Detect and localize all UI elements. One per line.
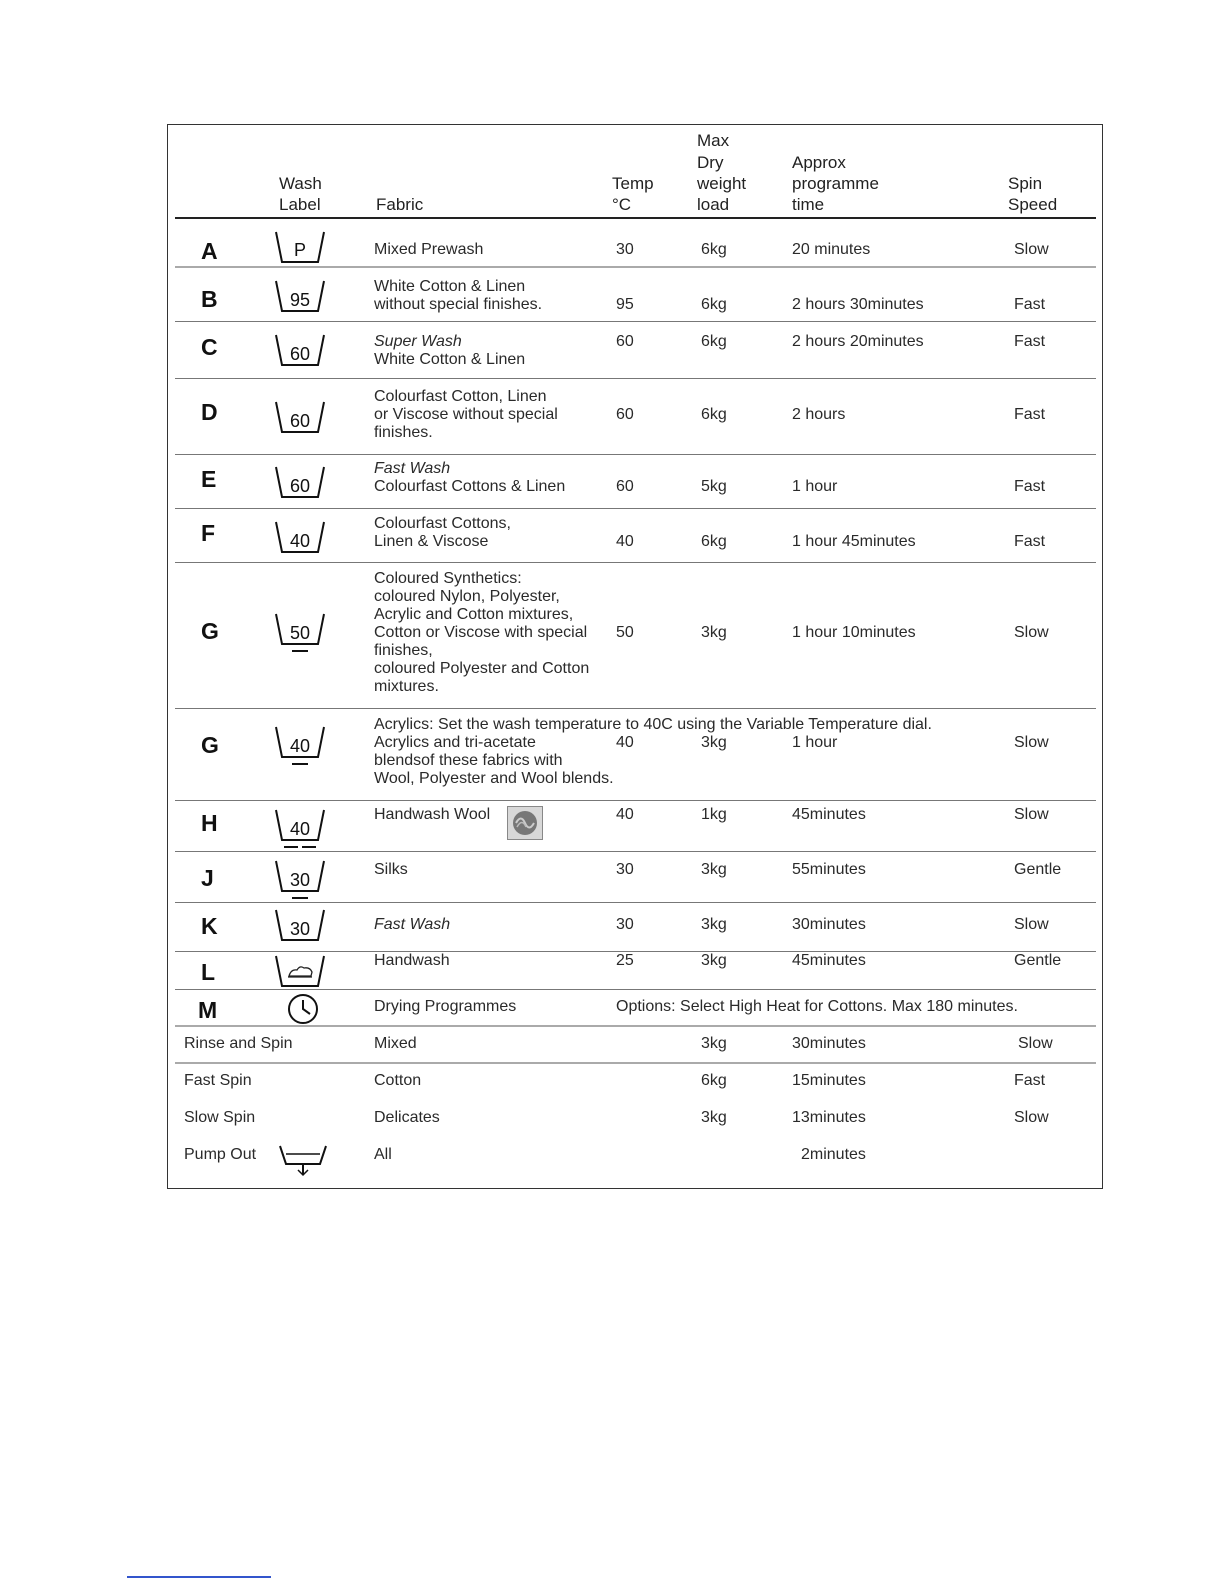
header-time: time (792, 195, 825, 214)
row-j-temp: 30 (616, 861, 634, 878)
row-d-letter: D (201, 399, 218, 425)
header-dry: Dry (697, 153, 724, 172)
row-e-spin: Fast (1014, 478, 1046, 495)
row-l-temp: 25 (616, 952, 634, 969)
row-g2-letter: G (201, 732, 219, 758)
row-l-time: 45minutes (792, 952, 866, 969)
row-g-fabric-6: coloured Polyester and Cotton (374, 660, 590, 677)
row-divider (175, 562, 1096, 563)
row-a-temp: 30 (616, 241, 634, 258)
extra-pump-out-fabric: All (374, 1146, 392, 1163)
wash-tub-60-icon (274, 333, 326, 369)
row-e-load: 5kg (701, 478, 727, 495)
row-h-time: 45minutes (792, 806, 866, 823)
header-approx: Approx (792, 153, 846, 172)
row-h-spin: Slow (1014, 806, 1049, 823)
row-d-load: 6kg (701, 406, 727, 423)
extra-rinse-spin-fabric: Mixed (374, 1035, 417, 1052)
header-programme: programme (792, 174, 879, 193)
row-d-time: 2 hours (792, 406, 846, 423)
row-g2-temp: 40 (616, 734, 634, 751)
wash-tub-50-synthetics-icon (274, 612, 326, 658)
extra-slow-spin-spin: Slow (1014, 1109, 1049, 1126)
svg-text:95: 95 (289, 290, 311, 310)
svg-text:40: 40 (289, 736, 311, 756)
hand-wash-icon (274, 954, 326, 990)
row-divider (175, 321, 1096, 322)
row-j-fabric: Silks (374, 861, 408, 878)
row-h-letter: H (201, 810, 218, 836)
header-max: Max (697, 131, 730, 150)
row-k-fabric: Fast Wash (374, 916, 451, 933)
svg-text:40: 40 (289, 819, 311, 839)
row-j-letter: J (201, 865, 214, 891)
extra-slow-spin-name: Slow Spin (184, 1109, 256, 1126)
wash-tub-prewash-icon (274, 230, 326, 266)
row-a-letter: A (201, 238, 218, 264)
row-c-letter: C (201, 334, 218, 360)
row-divider (175, 708, 1096, 709)
row-d-spin: Fast (1014, 406, 1046, 423)
row-h-load: 1kg (701, 806, 727, 823)
row-k-load: 3kg (701, 916, 727, 933)
row-a-fabric: Mixed Prewash (374, 241, 484, 258)
row-c-fabric-1: Super Wash (374, 333, 462, 350)
header-load: load (697, 195, 730, 214)
extra-rinse-spin-name: Rinse and Spin (184, 1035, 293, 1052)
row-l-fabric: Handwash (374, 952, 450, 969)
row-f-fabric-1: Colourfast Cottons, (374, 515, 511, 532)
row-h-temp: 40 (616, 806, 634, 823)
row-g2-load: 3kg (701, 734, 727, 751)
header-rule (175, 217, 1096, 219)
row-e-fabric-2: Colourfast Cottons & Linen (374, 478, 566, 495)
row-c-time: 2 hours 20minutes (792, 333, 924, 350)
row-g-fabric-7: mixtures. (374, 678, 439, 695)
extra-rinse-spin-spin: Slow (1018, 1035, 1053, 1052)
row-m-fabric: Drying Programmes (374, 998, 517, 1015)
header-fabric: Fabric (376, 195, 424, 214)
wash-tub-60-icon (274, 400, 326, 436)
row-l-spin: Gentle (1014, 952, 1062, 969)
row-k-temp: 30 (616, 916, 634, 933)
row-d-fabric-1: Colourfast Cotton, Linen (374, 388, 547, 405)
extra-pump-out-name: Pump Out (184, 1146, 257, 1163)
extra-slow-spin-time: 13minutes (792, 1109, 866, 1126)
row-c-load: 6kg (701, 333, 727, 350)
row-e-time: 1 hour (792, 478, 838, 495)
row-l-letter: L (201, 959, 216, 985)
row-divider (175, 266, 1096, 268)
footer-link-underline[interactable] (127, 1576, 271, 1578)
row-divider (175, 951, 1096, 952)
extra-slow-spin-fabric: Delicates (374, 1109, 440, 1126)
row-k-spin: Slow (1014, 916, 1049, 933)
row-b-spin: Fast (1014, 296, 1046, 313)
row-f-load: 6kg (701, 533, 727, 550)
row-d-fabric-2: or Viscose without special (374, 406, 558, 423)
row-e-temp: 60 (616, 478, 634, 495)
row-k-time: 30minutes (792, 916, 866, 933)
wash-tub-95-icon (274, 279, 326, 315)
header-weight: weight (697, 174, 747, 193)
extra-pump-out-time: 2minutes (801, 1146, 866, 1163)
svg-text:30: 30 (289, 870, 311, 890)
row-g-fabric-2: coloured Nylon, Polyester, (374, 588, 560, 605)
svg-text:60: 60 (289, 476, 311, 496)
row-l-load: 3kg (701, 952, 727, 969)
extra-fast-spin-name: Fast Spin (184, 1072, 252, 1089)
row-b-time: 2 hours 30minutes (792, 296, 924, 313)
header-speed: Speed (1008, 195, 1058, 214)
extra-fast-spin-fabric: Cotton (374, 1072, 422, 1089)
row-e-fabric-1: Fast Wash (374, 460, 451, 477)
row-j-load: 3kg (701, 861, 727, 878)
wash-tub-60-icon (274, 465, 326, 501)
extra-rinse-spin-time: 30minutes (792, 1035, 866, 1052)
row-g-fabric-1: Coloured Synthetics: (374, 570, 522, 587)
row-h-fabric: Handwash Wool (374, 806, 491, 823)
row-divider (175, 902, 1096, 903)
row-k-letter: K (201, 913, 218, 939)
row-c-fabric-2: White Cotton & Linen (374, 351, 526, 368)
row-f-spin: Fast (1014, 533, 1046, 550)
wash-tub-30-icon (274, 908, 326, 944)
row-b-fabric-1: White Cotton & Linen (374, 278, 526, 295)
svg-text:P: P (293, 240, 307, 260)
row-divider (175, 800, 1096, 801)
row-divider (175, 508, 1096, 509)
row-divider (175, 989, 1096, 990)
extra-fast-spin-time: 15minutes (792, 1072, 866, 1089)
row-g-fabric-4: Cotton or Viscose with special (374, 624, 588, 641)
row-divider (175, 851, 1096, 852)
row-g2-fabric-1: Acrylics: Set the wash temperature to 40C using the Variable Temperature dial. (374, 716, 932, 733)
row-divider (175, 1025, 1096, 1027)
row-c-temp: 60 (616, 333, 634, 350)
row-g-temp: 50 (616, 624, 634, 641)
row-a-load: 6kg (701, 241, 727, 258)
row-g2-spin: Slow (1014, 734, 1049, 751)
svg-text:30: 30 (289, 919, 311, 939)
row-f-fabric-2: Linen & Viscose (374, 533, 489, 550)
row-c-spin: Fast (1014, 333, 1046, 350)
header-spin: Spin (1008, 174, 1043, 193)
extra-slow-spin-load: 3kg (701, 1109, 727, 1126)
wash-tub-40-icon (274, 520, 326, 556)
row-f-time: 1 hour 45minutes (792, 533, 916, 550)
pump-out-drain-icon (278, 1142, 328, 1178)
row-divider (175, 454, 1096, 455)
row-g2-time: 1 hour (792, 734, 838, 751)
row-j-spin: Gentle (1014, 861, 1062, 878)
extra-fast-spin-spin: Fast (1014, 1072, 1046, 1089)
row-g-load: 3kg (701, 624, 727, 641)
woolmark-icon (507, 806, 543, 840)
svg-text:60: 60 (289, 411, 311, 431)
row-m-options: Options: Select High Heat for Cottons. Max 180 minutes. (616, 998, 1018, 1015)
row-d-temp: 60 (616, 406, 634, 423)
row-b-load: 6kg (701, 296, 727, 313)
header-label: Label (279, 195, 321, 214)
clock-icon (286, 992, 320, 1026)
row-g-time: 1 hour 10minutes (792, 624, 916, 641)
svg-text:60: 60 (289, 344, 311, 364)
row-g2-fabric-2: Acrylics and tri-acetate (374, 734, 536, 751)
header-wash: Wash (279, 174, 322, 193)
row-g2-fabric-4: Wool, Polyester and Wool blends. (374, 770, 614, 787)
row-g-spin: Slow (1014, 624, 1049, 641)
row-b-temp: 95 (616, 296, 634, 313)
row-b-fabric-2: without special finishes. (374, 296, 543, 313)
row-g2-fabric-3: blendsof these fabrics with (374, 752, 563, 769)
svg-text:40: 40 (289, 531, 311, 551)
row-g-fabric-3: Acrylic and Cotton mixtures, (374, 606, 574, 623)
row-e-letter: E (201, 466, 217, 492)
row-f-temp: 40 (616, 533, 634, 550)
extra-fast-spin-load: 6kg (701, 1072, 727, 1089)
row-j-time: 55minutes (792, 861, 866, 878)
row-divider (175, 1062, 1096, 1064)
row-a-time: 20 minutes (792, 241, 871, 258)
wash-tub-40-wool-icon (274, 808, 326, 854)
row-divider (175, 378, 1096, 379)
row-g-letter: G (201, 618, 219, 644)
wash-tub-30-silk-icon (274, 859, 326, 905)
header-temp-unit: °C (612, 195, 632, 214)
row-b-letter: B (201, 286, 218, 312)
wash-tub-40-synthetics-icon (274, 725, 326, 771)
row-a-spin: Slow (1014, 241, 1049, 258)
row-f-letter: F (201, 520, 216, 546)
header-temp: Temp (612, 174, 654, 193)
row-g-fabric-5: finishes, (374, 642, 433, 659)
row-d-fabric-3: finishes. (374, 424, 433, 441)
row-m-letter: M (198, 997, 218, 1023)
svg-text:50: 50 (289, 623, 311, 643)
extra-rinse-spin-load: 3kg (701, 1035, 727, 1052)
